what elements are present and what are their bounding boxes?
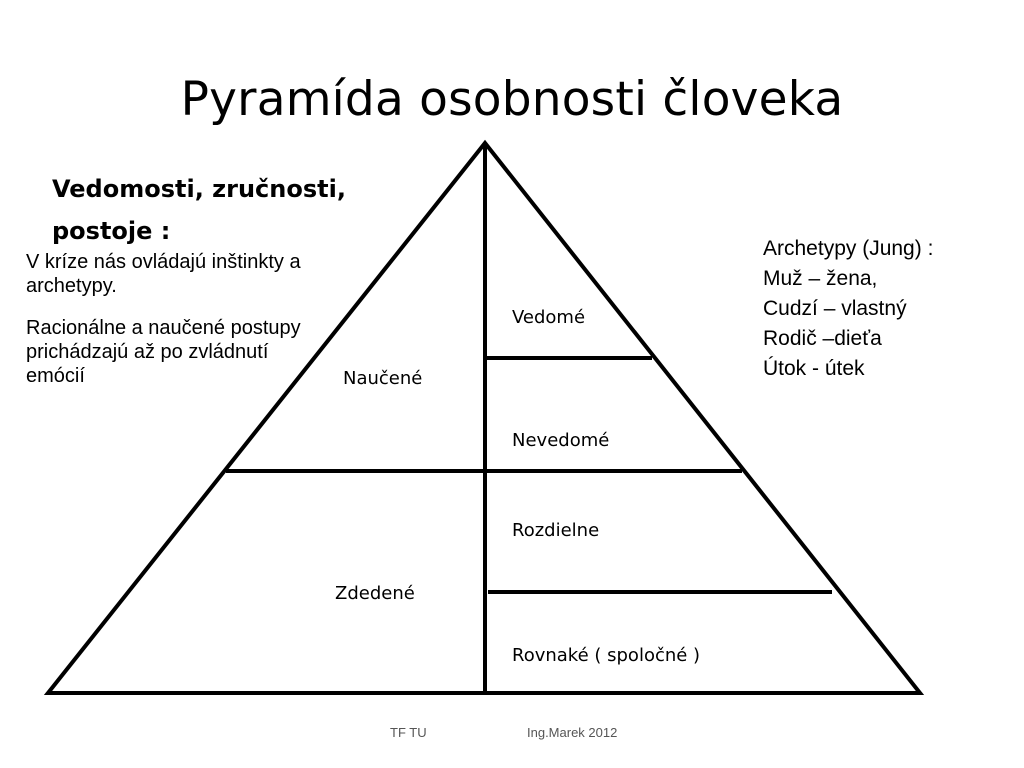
right-note-line-1: Archetypy (Jung) : <box>763 237 934 260</box>
right-note-line-5: Útok - útek <box>763 357 865 380</box>
pyramid-label-different: Rozdielne <box>512 520 600 541</box>
left-note-paragraph-1: V kríze nás ovládajú inštinkty a archetypy. <box>26 251 301 297</box>
slide-title: Pyramída osobnosti človeka <box>180 72 844 127</box>
right-note-line-4: Rodič –dieťa <box>763 327 882 350</box>
pyramid-label-learned: Naučené <box>343 368 423 389</box>
slide-subtitle: Vedomosti, zručnosti, postoje : <box>52 175 346 245</box>
pyramid-label-conscious: Vedomé <box>512 307 586 328</box>
footer-right: Ing.Marek 2012 <box>527 725 618 740</box>
right-note-line-2: Muž – žena, <box>763 267 878 290</box>
pyramid-label-common: Rovnaké ( spoločné ) <box>512 645 701 666</box>
pyramid-label-inherited: Zdedené <box>335 583 415 604</box>
left-note-paragraph-2: Racionálne a naučené postupy prichádzajú až po zvládnutí emócií <box>26 317 301 387</box>
right-note-line-3: Cudzí – vlastný <box>763 297 907 320</box>
pyramid-label-unconscious: Nevedomé <box>512 430 610 451</box>
footer-left: TF TU <box>390 725 427 740</box>
